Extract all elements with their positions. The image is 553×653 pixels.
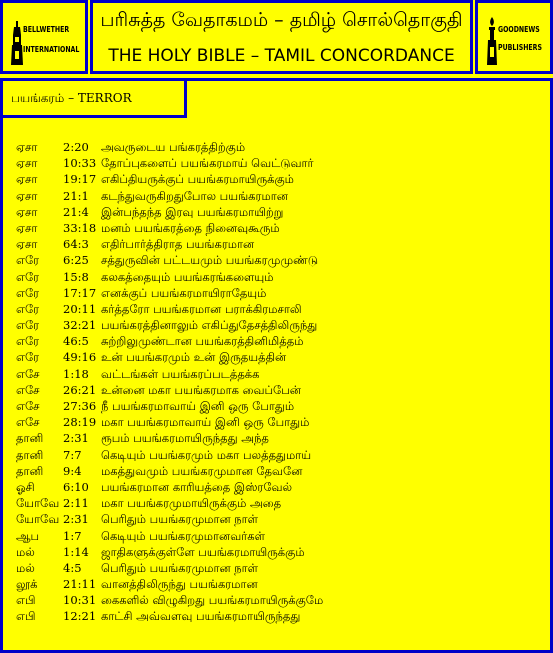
left-logo-line2: INTERNATIONAL [23, 45, 80, 54]
verse-text: வானத்திலிருந்து பயங்கரமான [101, 577, 258, 592]
verse-row [16, 480, 536, 496]
topic-separator: – [64, 91, 78, 105]
verse-book: மல் [16, 560, 35, 575]
verse-text: எகிப்தியருக்குப் பயங்கரமாயிருக்கும் [101, 172, 294, 187]
verse-row [16, 577, 536, 593]
verse-text: எதிர்பார்த்திராத பயங்கரமான [101, 237, 255, 252]
verse-book: எரே [16, 318, 40, 333]
verse-row [16, 221, 536, 237]
verse-text: உன்னை மகா பயங்கரமாக வைப்பேன் [101, 382, 301, 397]
verse-text: கெடியும் பயங்கரமும் மகா பலத்ததுமாய் [101, 447, 312, 462]
verse-reference: 10:33 [63, 156, 97, 171]
tamil-title: பரிசுத்த வேதாகமம் – தமிழ் சொல்தொகுதி [100, 9, 463, 31]
verse-text: காட்சி அவ்வளவு பயங்கரமாயிருந்தது [101, 609, 301, 624]
verse-reference: 1:7 [63, 528, 82, 543]
verse-row [16, 512, 536, 528]
verse-reference: 33:18 [63, 220, 97, 235]
frame-left [0, 118, 3, 653]
verse-reference: 21:4 [63, 204, 89, 219]
verse-book: ஏசா [16, 237, 38, 252]
verse-row [16, 334, 536, 350]
verse-reference: 6:10 [63, 479, 89, 494]
verse-row [16, 286, 536, 302]
verse-book: தானி [16, 447, 44, 462]
verse-text: எனக்குப் பயங்கரமாயிராதேயும் [101, 285, 267, 300]
verse-book: ஆப [16, 528, 40, 543]
verse-reference: 19:17 [63, 172, 97, 187]
verse-row [16, 431, 536, 447]
verse-text: பயங்கரமான காரியத்தை இஸ்ரவேல் [101, 479, 293, 494]
verse-list [16, 140, 536, 626]
verse-text: பயங்கரத்தினாலும் எகிப்துதேசத்திலிருந்து [101, 318, 318, 333]
verse-text: மகத்துவமும் பயங்கரமுமான தேவனே [101, 463, 303, 478]
verse-text: சுற்றிலுமுண்டான பயங்கரத்தினிமித்தம் [101, 334, 304, 349]
topic-heading [0, 78, 187, 118]
verse-book: ஏசா [16, 204, 38, 219]
verse-row [16, 140, 536, 156]
verse-reference: 2:20 [63, 140, 89, 154]
verse-reference: 21:11 [63, 577, 97, 592]
verse-row [16, 529, 536, 545]
verse-book: தானி [16, 431, 44, 446]
verse-book: ஏசா [16, 220, 38, 235]
verse-text: மனம் பயங்கரத்தை நினைவுகூரும் [101, 220, 280, 235]
verse-reference: 2:31 [63, 431, 89, 446]
verse-reference: 46:5 [63, 334, 89, 349]
verse-reference: 7:7 [63, 447, 82, 462]
verse-book: எசே [16, 382, 40, 397]
verse-row [16, 350, 536, 366]
verse-book: எரே [16, 350, 40, 365]
verse-row [16, 253, 536, 269]
bell-tower-icon [11, 21, 23, 65]
goodnews-logo [475, 0, 553, 74]
verse-reference: 26:21 [63, 382, 97, 397]
verse-text: சத்துருவின் பட்டயமும் பயங்கரமுமுண்டு [101, 253, 319, 268]
english-title: THE HOLY BIBLE – TAMIL CONCORDANCE [108, 46, 455, 66]
verse-reference: 21:1 [63, 188, 89, 203]
verse-text: வட்டங்கள் பயங்கரப்படத்தக்க [101, 366, 260, 381]
verse-reference: 27:36 [63, 399, 97, 413]
verse-text: கலகத்தையும் பயங்கரங்களையும் [101, 269, 274, 284]
left-logo-line1: BELLWETHER [23, 25, 70, 34]
verse-row [16, 189, 536, 205]
verse-reference: 20:11 [63, 301, 97, 316]
verse-text: கைகளில் விழுகிறது பயங்கரமாயிருக்குமே [101, 593, 324, 608]
bellwether-logo [0, 0, 88, 74]
verse-reference: 1:18 [63, 366, 89, 381]
verse-book: மல் [16, 544, 35, 559]
verse-text: பெரிதும் பயங்கரமுமான நாள் [101, 560, 259, 575]
verse-text: இன்பந்தந்த இரவு பயங்கரமாயிற்று [101, 204, 284, 219]
verse-row [16, 237, 536, 253]
verse-book: ஓசி [16, 479, 35, 494]
topic-tamil: பயங்கரம் [11, 91, 65, 105]
page-header [0, 0, 553, 80]
verse-book: எரே [16, 269, 40, 284]
verse-row [16, 302, 536, 318]
verse-row [16, 464, 536, 480]
verse-row [16, 172, 536, 188]
verse-text: மகா பயங்கரமாவாய் இனி ஒரு போதும் [101, 415, 310, 430]
verse-book: எசே [16, 415, 40, 430]
verse-text: அவருடைய பங்கரத்திற்கும் [101, 140, 246, 154]
verse-row [16, 156, 536, 172]
verse-reference: 28:19 [63, 415, 97, 430]
verse-reference: 64:3 [63, 237, 89, 252]
right-logo-line1: GOODNEWS [498, 25, 540, 34]
verse-reference: 9:4 [63, 463, 82, 478]
verse-text: பெரிதும் பயங்கரமுமான நாள் [101, 512, 259, 527]
verse-text: மகா பயங்கரமுமாயிருக்கும் அதை [101, 496, 282, 511]
verse-book: எபி [16, 593, 36, 608]
verse-book: எரே [16, 285, 40, 300]
verse-row [16, 545, 536, 561]
verse-reference: 49:16 [63, 350, 97, 365]
verse-reference: 15:8 [63, 269, 89, 284]
verse-reference: 4:5 [63, 560, 82, 575]
verse-row [16, 496, 536, 512]
verse-row [16, 448, 536, 464]
verse-row [16, 270, 536, 286]
verse-book: தானி [16, 463, 44, 478]
verse-reference: 1:14 [63, 544, 89, 559]
torch-icon [486, 17, 498, 65]
verse-row [16, 318, 536, 334]
verse-text: நீ பயங்கரமாவாய் இனி ஒரு போதும் [101, 399, 295, 413]
verse-text: உன் பயங்கரமும் உன் இருதயத்தின் [101, 350, 287, 365]
divider-line [187, 78, 553, 81]
verse-text: ரூபம் பயங்கரமாயிருந்தது அந்த [101, 431, 269, 446]
verse-book: யோவே [16, 496, 60, 511]
verse-text: கெடியும் பயங்கரமுமானவர்கள் [101, 528, 265, 543]
right-logo-line2: PUBLISHERS [498, 43, 542, 52]
verse-text: கர்த்தரோ பயங்கரமான பராக்கிரமசாலி [101, 301, 302, 316]
topic-english: TERROR [77, 91, 132, 105]
verse-book: யோவே [16, 512, 60, 527]
verse-row [16, 205, 536, 221]
verse-book: எபி [16, 609, 36, 624]
verse-book: ஏசா [16, 140, 38, 154]
verse-reference: 12:21 [63, 609, 97, 624]
verse-reference: 2:11 [63, 496, 89, 511]
verse-reference: 2:31 [63, 512, 89, 527]
title-box [90, 0, 473, 74]
verse-reference: 17:17 [63, 285, 97, 300]
verse-book: லூக் [16, 577, 38, 592]
verse-row [16, 609, 536, 625]
verse-book: எரே [16, 301, 40, 316]
verse-row [16, 367, 536, 383]
verse-row [16, 383, 536, 399]
verse-book: எரே [16, 253, 40, 268]
verse-row [16, 561, 536, 577]
verse-book: எசே [16, 399, 40, 413]
verse-row [16, 415, 536, 431]
verse-book: ஏசா [16, 156, 38, 171]
verse-text: கடந்துவருகிறதுபோல பயங்கரமான [101, 188, 288, 203]
verse-row [16, 593, 536, 609]
verse-book: எரே [16, 334, 40, 349]
verse-reference: 32:21 [63, 318, 97, 333]
verse-text: தோப்புகளைப் பயங்கரமாய் வெட்டுவார் [101, 156, 314, 171]
verse-reference: 6:25 [63, 253, 89, 268]
verse-book: எசே [16, 366, 40, 381]
verse-row [16, 399, 536, 415]
verse-text: ஜாதிகளுக்குள்ளே பயங்கரமாயிருக்கும் [101, 544, 305, 559]
verse-reference: 10:31 [63, 593, 97, 608]
verse-book: ஏசா [16, 188, 38, 203]
verse-book: ஏசா [16, 172, 38, 187]
